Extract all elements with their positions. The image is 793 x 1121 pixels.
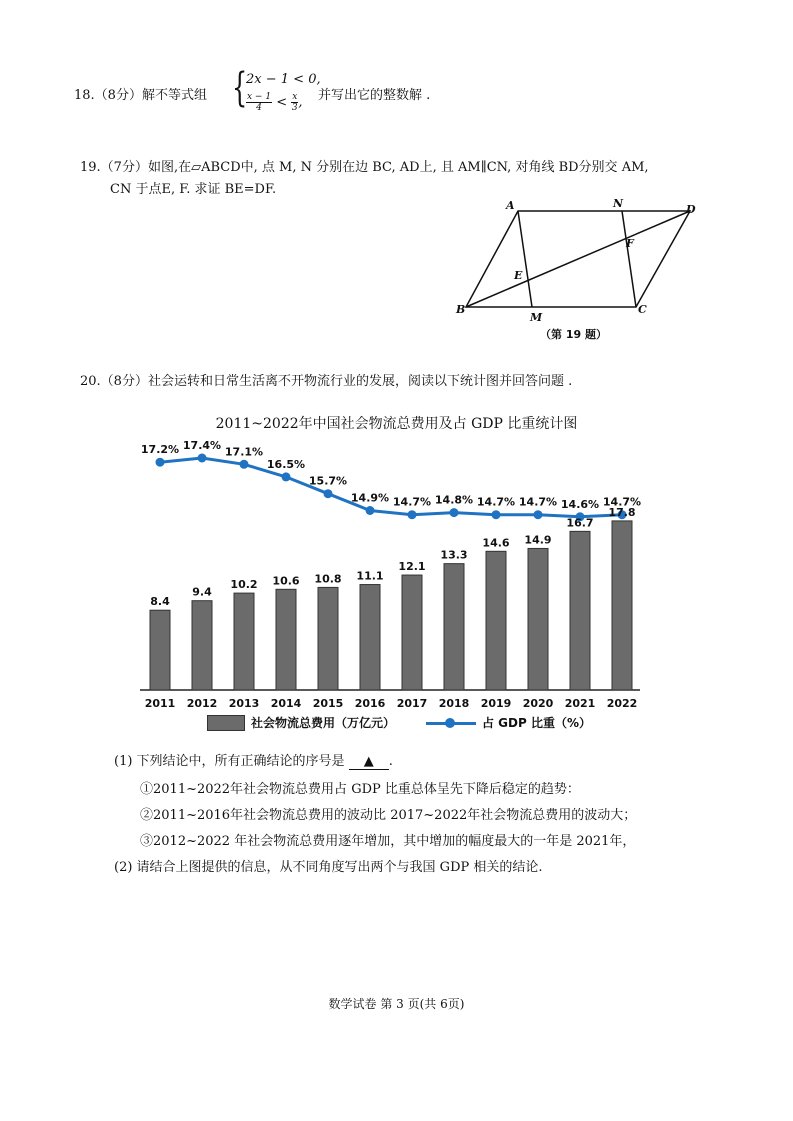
bar-label-2018: 13.3	[440, 548, 468, 562]
x-tick-2017: 2017	[396, 697, 428, 710]
x-tick-2020: 2020	[522, 697, 554, 710]
bar-label-2019: 14.6	[482, 536, 510, 550]
line-label-2020: 14.7%	[518, 495, 558, 509]
label-f: F	[626, 237, 634, 250]
legend-bar-label: 社会物流总费用（万亿元）	[251, 716, 396, 730]
legend-bar	[207, 714, 395, 731]
x-tick-2016: 2016	[354, 697, 386, 710]
part1-text: (1) 下列结论中，所有正确结论的序号是	[114, 754, 345, 769]
x-tick-2019: 2019	[480, 697, 512, 710]
q19-line-2: CN 于点E, F. 求证 BE=DF.	[110, 182, 277, 197]
bar-2022	[612, 521, 632, 690]
segment-am	[518, 211, 532, 307]
logistics-chart	[140, 436, 650, 714]
chart-title: 2011~2022年中国社会物流总费用及占 GDP 比重统计图	[215, 416, 578, 432]
bar-label-2012: 9.4	[192, 585, 212, 599]
line-point-2014	[282, 472, 291, 481]
line-group	[156, 454, 627, 522]
inequality-system	[232, 65, 322, 114]
bar-label-2015: 10.8	[314, 572, 342, 586]
bar-2012	[192, 601, 212, 690]
bar-2015	[318, 587, 338, 690]
bar-group	[140, 521, 640, 690]
line-label-2013: 17.1%	[224, 445, 264, 459]
q20-option-1: ①2011~2022年社会物流总费用占 GDP 比重总体呈先下降后稳定的趋势：	[140, 782, 580, 797]
bar-label-2014: 10.6	[272, 574, 300, 588]
bar-2018	[444, 564, 464, 690]
line-point-2020	[534, 510, 543, 519]
x-tick-2021: 2021	[564, 697, 596, 710]
bar-label-2011: 8.4	[150, 595, 170, 609]
bar-2014	[276, 589, 296, 690]
diagonal-bd	[466, 211, 690, 307]
line-point-2017	[408, 510, 417, 519]
line-point-2015	[324, 489, 333, 498]
bar-label-2022: 17.8	[608, 505, 636, 519]
part1-end: .	[388, 754, 393, 769]
bar-label-2020: 14.9	[524, 533, 552, 547]
q20-line-1: 20.（8分）社会运转和日常生活离不开物流行业的发展，阅读以下统计图并回答问题 .	[80, 374, 573, 389]
line-label-2015: 15.7%	[308, 474, 348, 488]
label-m: M	[530, 311, 543, 324]
bar-label-2017: 12.1	[398, 560, 426, 574]
line-point-2018	[450, 508, 459, 517]
label-c: C	[638, 303, 647, 316]
q20-part-2: (2) 请结合上图提供的信息，从不同角度写出两个与我国 GDP 相关的结论.	[114, 860, 543, 875]
brace-symbol: {	[232, 65, 248, 111]
line-label-2021: 14.6%	[560, 497, 600, 511]
fraction-2: $\frac{x}{3}$	[291, 92, 298, 113]
figure-caption: （第 19 题）	[540, 328, 607, 341]
fraction-1: $\frac{x - 1}{4}$	[247, 92, 272, 113]
legend-line	[426, 714, 591, 731]
line-point-2011	[156, 458, 165, 467]
q19-line-1: 19.（7分）如图,在▱ABCD中, 点 M, N 分别在边 BC, AD上, 且 AM∥CN, 对角线 BD分别交 AM,	[80, 160, 649, 175]
inequality-row-2: $\frac{x - 1}{4}$ < $\frac{x}{3}$ ,	[247, 92, 303, 113]
q20-option-2: ②2011~2016年社会物流总费用的波动比 2017~2022年社会物流总费用的波动大；	[140, 808, 637, 823]
line-point-2016	[366, 506, 375, 515]
bar-2020	[528, 548, 548, 690]
x-tick-2014: 2014	[270, 697, 302, 710]
legend-line-label: 占 GDP 比重（%）	[482, 716, 591, 730]
q20-option-3: ③2012~2022 年社会物流总费用逐年增加，其中增加的幅度最大的一年是 2021年，	[140, 834, 636, 849]
inequality-row-1: 2x − 1 < 0,	[246, 72, 321, 87]
page-footer: 数学试卷 第 3 页(共 6页)	[328, 997, 465, 1011]
x-tick-2018: 2018	[438, 697, 470, 710]
answer-blank[interactable]: ▲	[349, 754, 389, 770]
x-tick-2012: 2012	[186, 697, 218, 710]
line-label-2014: 16.5%	[266, 457, 306, 471]
label-b: B	[456, 303, 466, 316]
x-tick-2015: 2015	[312, 697, 344, 710]
line-label-2012: 17.4%	[182, 439, 222, 452]
parallelogram-figure	[450, 195, 710, 345]
q18-tail: 并写出它的整数解 .	[318, 88, 431, 103]
line-point-2019	[492, 510, 501, 519]
bar-2011	[150, 610, 170, 690]
x-tick-2011: 2011	[144, 697, 176, 710]
label-e: E	[514, 269, 523, 282]
bar-label-2021: 16.7	[566, 516, 594, 530]
line-point-2013	[240, 460, 249, 469]
bar-2021	[570, 531, 590, 690]
q20-part-1	[114, 750, 393, 770]
bar-2013	[234, 593, 254, 690]
label-group	[141, 439, 641, 710]
x-tick-2013: 2013	[228, 697, 260, 710]
bar-2017	[402, 575, 422, 690]
line-label-2022: 14.7%	[602, 495, 642, 509]
label-a: A	[506, 199, 515, 212]
bar-2019	[486, 551, 506, 690]
label-d: D	[686, 203, 696, 216]
legend-line-swatch	[426, 717, 476, 729]
line-label-2016: 14.9%	[350, 491, 390, 505]
segment-cn	[622, 211, 636, 307]
legend-bar-swatch	[207, 715, 245, 731]
line-label-2017: 14.7%	[392, 495, 432, 509]
q18-label: 18.（8分）解不等式组	[74, 88, 207, 103]
bar-2016	[360, 585, 380, 690]
label-n: N	[613, 197, 624, 210]
bar-label-2016: 11.1	[356, 569, 384, 583]
bar-label-2013: 10.2	[230, 578, 258, 592]
line-point-2012	[198, 454, 207, 463]
x-tick-2022: 2022	[606, 697, 638, 710]
line-label-2019: 14.7%	[476, 495, 516, 509]
line-label-2018: 14.8%	[434, 493, 474, 507]
line-label-2011: 17.2%	[140, 443, 180, 457]
